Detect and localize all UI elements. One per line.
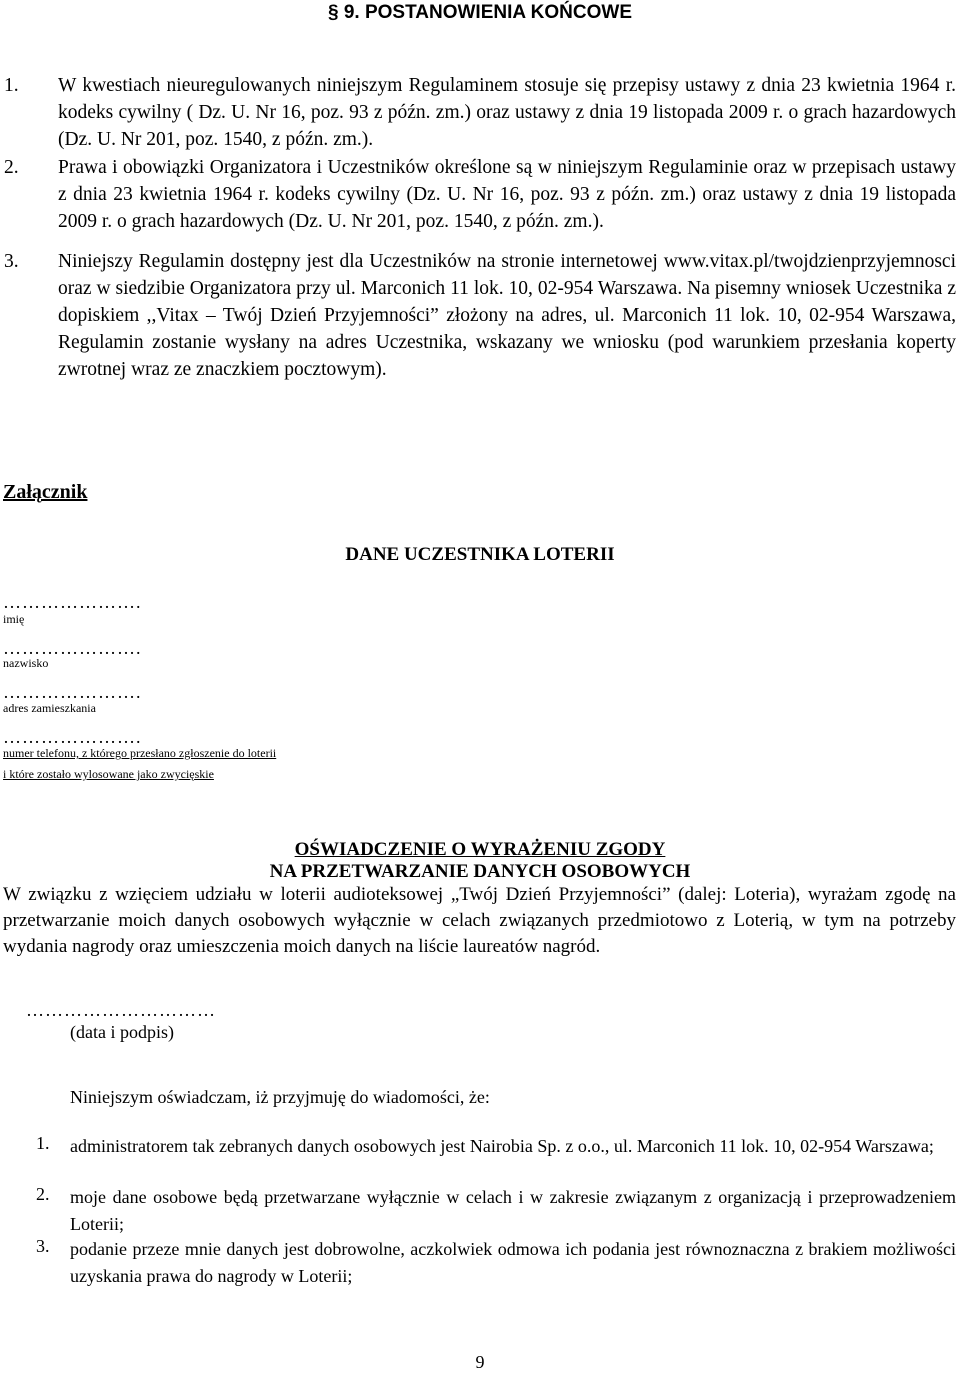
declaration-text: moje dane osobowe będą przetwarzane wyłącznie w celach i w zakresie związanym z organizacją i przeprowadzeniem Loterii; <box>70 1187 956 1234</box>
item-text: W kwestiach nieuregulowanych niniejszym Regulaminem stosuje się przepisy ustawy z dnia 23 kwietnia 1964 r. kodeks cywilny ( Dz. U. Nr 16, poz. 93 z późn. zm.) oraz ustawy z dnia 19 listopada 2009 r. o grach hazardowych (Dz. U. Nr 201, poz. 1540, z późn. zm.). <box>58 75 956 150</box>
item-text: Prawa i obowiązki Organizatora i Uczestników określone są w niniejszym Regulaminie oraz w przepisach ustawy z dnia 23 kwietnia 1964 r. kodeks cywilny (Dz. U. Nr 16, poz. 93 z późn. zm.) oraz ustawy z dnia 19 listopada 2009 r. o grach hazardowych (Dz. U. Nr 201, poz. 1540, z późn. zm.). <box>58 157 956 232</box>
address-line: …………………. <box>3 682 142 702</box>
signature-line: ………………………… <box>26 1000 216 1020</box>
consent-title-line2: NA PRZETWARZANIE DANYCH OSOBOWYCH <box>269 861 691 882</box>
declaration-text: administratorem tak zebranych danych osobowych jest Nairobia Sp. z o.o., ul. Marconich 11 lok. 10, 02-954 Warszawa; <box>70 1136 934 1156</box>
declaration-3 <box>0 1236 960 1296</box>
consent-text: W związku z wzięciem udziału w loterii audioteksowej „Twój Dzień Przyjemności” (dalej: Loteria), wyrażam zgodę na przetwarzanie moich danych osobowych wyłącznie w celach związanych przedmiotowo z Loterią, w tym na potrzeby wydania nagrody oraz umieszczenia moich danych na liście laureatów nagród. <box>3 884 956 957</box>
consent-title-line1: OŚWIADCZENIE O WYRAŻENIU ZGODY <box>294 839 666 860</box>
address-label: adres zamieszkania <box>3 701 96 715</box>
item-number: 2. <box>4 157 19 178</box>
section-title <box>0 2 960 24</box>
item-number: 1. <box>4 75 19 96</box>
item-number: 3. <box>4 251 19 272</box>
section-title-text: 9. POSTANOWIENIA KOŃCOWE <box>343 2 633 23</box>
signature-label: (data i podpis) <box>70 1022 174 1042</box>
page-number: 9 <box>475 1352 485 1372</box>
last-name-line: …………………. <box>3 638 142 658</box>
declaration-intro: Niniejszym oświadczam, iż przyjmuję do wiadomości, że: <box>70 1087 490 1107</box>
phone-label-line1: numer telefonu, z którego przesłano zgłoszenie do loterii <box>3 746 277 760</box>
phone-line: …………………. <box>3 727 142 747</box>
declaration-2 <box>0 1184 960 1244</box>
declaration-number: 1. <box>36 1133 50 1153</box>
first-name-label: imię <box>3 612 25 626</box>
first-name-line: …………………. <box>3 592 142 612</box>
phone-label-line2: i które zostało wylosowane jako zwycięskie <box>3 767 214 781</box>
form-title: DANE UCZESTNIKA LOTERII <box>345 544 615 565</box>
attachment-title: Załącznik <box>3 481 88 503</box>
section-sign: § <box>327 2 339 23</box>
declaration-number: 3. <box>36 1236 50 1256</box>
declaration-text: podanie przeze mnie danych jest dobrowolne, aczkolwiek odmowa ich podania jest równoznaczna z brakiem możliwości uzyskania prawa do nagrody w Loterii; <box>70 1239 956 1286</box>
declaration-number: 2. <box>36 1184 50 1204</box>
item-text: Niniejszy Regulamin dostępny jest dla Uczestników na stronie internetowej www.vitax.pl/twojdzienprzyjemnosci oraz w siedzibie Organizatora przy ul. Marconich 11 lok. 10, 02-954 Warszawa. Na pisemny wniosek Uczestnika z dopiskiem ,,Vitax – Twój Dzień Przyjemności” złożony na adres, ul. Marconich 11 lok. 10, 02-954 Warszawa, Regulamin zostanie wysłany na adres Uczestnika, wskazany we wniosku (pod warunkiem przesłania koperty zwrotnej wraz ze znaczkiem pocztowym). <box>58 251 956 380</box>
last-name-label: nazwisko <box>3 656 49 670</box>
